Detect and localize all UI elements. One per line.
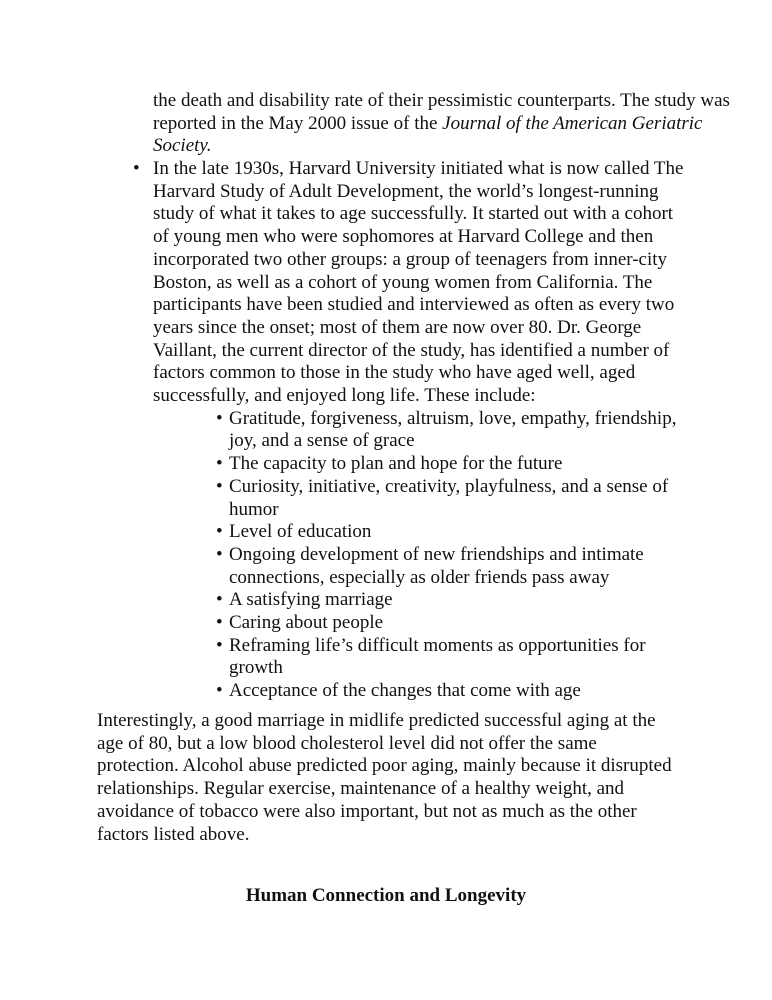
sub-bullet-item [216, 680, 699, 703]
sub-bullet-item [216, 475, 699, 521]
bullet-glyph: • [216, 589, 223, 611]
sub-bullet-text: Acceptance of the changes that come with age [229, 680, 581, 702]
bullet-glyph: • [216, 634, 223, 656]
sub-bullet-item [216, 521, 699, 544]
sub-bullet-item [216, 589, 699, 612]
bullet-glyph: • [216, 453, 223, 475]
sub-bullet-text: Reframing life’s difficult moments as opportunities for growth [229, 634, 646, 679]
bullet-glyph: • [216, 543, 223, 565]
continuation-paragraph [153, 90, 733, 158]
journal-title: Journal of the American Geriatric Society. [153, 112, 703, 157]
sub-bullet-text: A satisfying marriage [229, 589, 393, 611]
sub-bullet-item [216, 634, 699, 680]
bullet-text: In the late 1930s, Harvard University initiated what is now called The Harvard Study of Adult Development, the world’s longest-running study of what it takes to age successfully. It started out with a cohort of young men who were sophomores at Harvard College and then incorporated two other groups: a group of teenagers from inner-city Boston, as well as a cohort of young women from California. The participants have been studied and interviewed as often as every two years since the onset; most of them are now over 80. Dr. George Vaillant, the current director of the study, has identified a number of factors common to those in the study who have aged well, aged successfully, and enjoyed long life. These include: [153, 158, 684, 407]
sub-bullet-text: Curiosity, initiative, creativity, playfulness, and a sense of humor [229, 475, 669, 520]
sub-bullet-text: Gratitude, forgiveness, altruism, love, empathy, friendship, joy, and a sense of grace [229, 407, 677, 452]
continuation-text: the death and disability rate of their pessimistic counterparts. The study was reported in the May 2000 issue of the [153, 90, 730, 134]
bullet-glyph: • [216, 680, 223, 702]
body-paragraph: Interestingly, a good marriage in midlife predicted successful aging at the age of 80, but a low blood cholesterol level did not offer the same protection. Alcohol abuse predicted poor aging, mainly because it disrupted relationships. Regular exercise, maintenance of a healthy weight, and avoidance of tobacco were also important, but not as much as the other factors listed above. [97, 710, 672, 845]
sub-bullet-item [216, 453, 699, 476]
sub-bullet-item [216, 612, 699, 635]
sub-bullet-text: The capacity to plan and hope for the future [229, 453, 563, 475]
bullet-glyph: • [216, 612, 223, 634]
bullet-glyph: • [216, 475, 223, 497]
bullet-item-harvard-study [153, 158, 693, 703]
sub-bullet-text: Level of education [229, 521, 372, 543]
bullet-list [0, 158, 700, 703]
sub-bullet-item [216, 407, 699, 453]
sub-bullet-text: Ongoing development of new friendships and intimate connections, especially as older friends pass away [229, 543, 644, 588]
sub-bullet-text: Caring about people [229, 612, 384, 634]
bullet-glyph: • [216, 407, 223, 429]
sub-bullet-list [216, 407, 699, 703]
sub-bullet-item [216, 543, 699, 589]
section-heading: Human Connection and Longevity [245, 885, 527, 906]
bullet-glyph: • [216, 521, 223, 543]
